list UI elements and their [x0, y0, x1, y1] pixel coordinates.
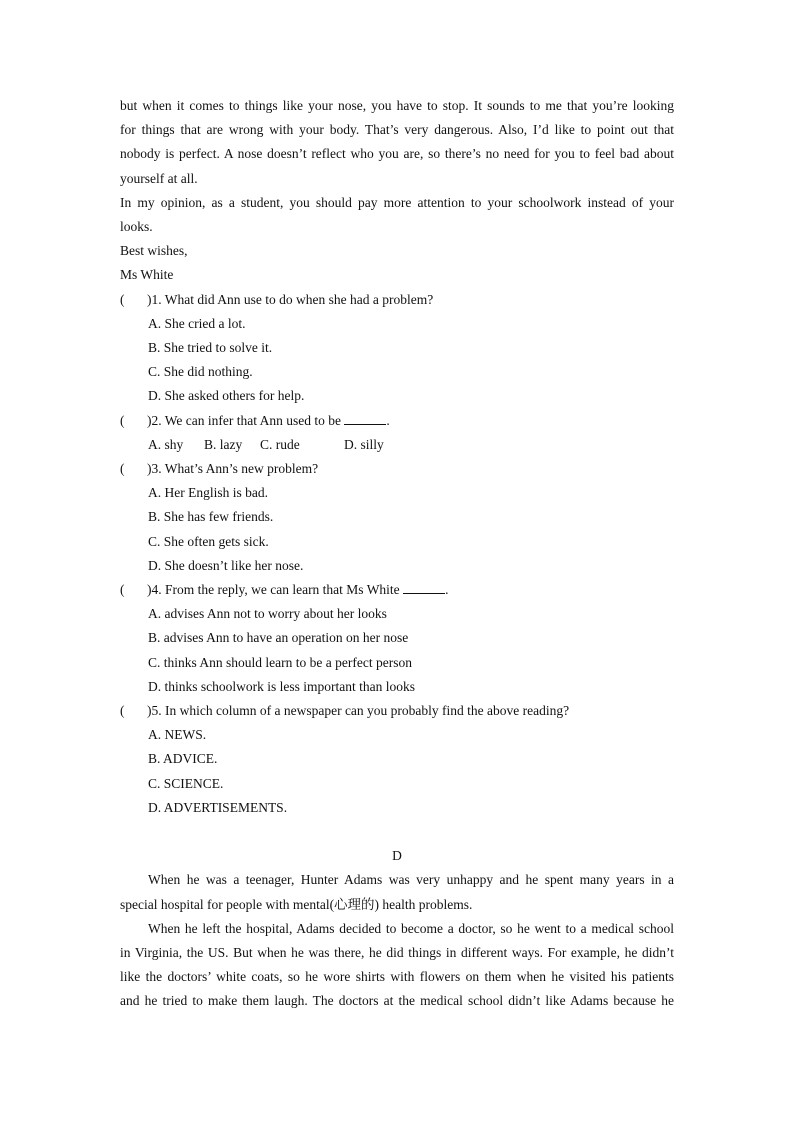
question-tail: .	[445, 582, 449, 598]
option-a: A. advises Ann not to worry about her looks	[148, 606, 387, 622]
option-b: B. lazy	[204, 436, 243, 452]
question-5	[120, 699, 674, 820]
text-line: In my opinion, as a student, you should pay more attention to your schoolwork instead of your	[120, 194, 674, 210]
question-stem	[120, 699, 674, 723]
question-stem	[120, 457, 674, 481]
answer-bracket-open[interactable]: (	[120, 291, 125, 307]
text-line: looks.	[120, 219, 153, 235]
inline-options	[120, 433, 674, 457]
question-stem	[120, 409, 674, 433]
question-text: )1. What did Ann use to do when she had a problem?	[147, 291, 434, 307]
option-b: B. She tried to solve it.	[148, 340, 273, 356]
question-3	[120, 457, 674, 578]
question-1	[120, 288, 674, 409]
option-d: D. silly	[344, 436, 384, 452]
option-b: B. ADVICE.	[148, 751, 218, 767]
option-a: A. NEWS.	[148, 727, 207, 743]
answer-bracket-open[interactable]: (	[120, 703, 125, 719]
option-a: A. shy	[148, 436, 184, 452]
question-stem	[120, 578, 674, 602]
document-page	[120, 94, 674, 1014]
answer-blank[interactable]	[344, 412, 386, 425]
text-line: in Virginia, the US. But when he was there, he did things in different ways. For example, he didn’t	[120, 944, 674, 960]
answer-bracket-open[interactable]: (	[120, 461, 125, 477]
option-d: D. She doesn’t like her nose.	[148, 557, 304, 573]
option-a: A. Her English is bad.	[148, 485, 268, 501]
option-c: C. SCIENCE.	[148, 775, 224, 791]
option-d: D. She asked others for help.	[148, 388, 305, 404]
question-text: )2. We can infer that Ann used to be	[147, 412, 341, 428]
section-d-paragraph-2	[120, 917, 674, 1014]
text-line: yourself at all.	[120, 170, 198, 186]
letter-signature: Ms White	[120, 267, 174, 283]
option-d: D. ADVERTISEMENTS.	[148, 799, 288, 815]
question-text: )5. In which column of a newspaper can you probably find the above reading?	[147, 703, 570, 719]
text-line: for things that are wrong with your body. That’s very dangerous. Also, I’d like to point out that	[120, 122, 674, 138]
text-line: and he tried to make them laugh. The doctors at the medical school didn’t like Adams because he	[120, 993, 674, 1009]
option-c: C. She did nothing.	[148, 364, 253, 380]
option-c: C. rude	[260, 436, 300, 452]
answer-bracket-open[interactable]: (	[120, 412, 125, 428]
text-line: special hospital for people with mental(心理的) health problems.	[120, 896, 473, 912]
text-line: but when it comes to things like your nose, you have to stop. It sounds to me that you’re looking	[120, 98, 674, 113]
question-4	[120, 578, 674, 699]
text-line: When he left the hospital, Adams decided to become a doctor, so he went to a medical school	[148, 920, 674, 936]
question-stem	[120, 288, 674, 312]
letter-paragraph-1	[120, 94, 674, 191]
option-a: A. She cried a lot.	[148, 315, 246, 331]
option-c: C. thinks Ann should learn to be a perfect person	[148, 654, 412, 670]
question-text: )3. What’s Ann’s new problem?	[147, 461, 319, 477]
question-2	[120, 409, 674, 457]
option-b: B. She has few friends.	[148, 509, 274, 525]
section-title: D	[392, 848, 402, 864]
text-line: nobody is perfect. A nose doesn’t reflect who you are, so there’s no need for you to feel bad about	[120, 146, 674, 162]
answer-blank[interactable]	[403, 581, 445, 594]
option-d: D. thinks schoolwork is less important than looks	[148, 678, 415, 694]
option-c: C. She often gets sick.	[148, 533, 269, 549]
question-tail: .	[386, 412, 390, 428]
answer-bracket-open[interactable]: (	[120, 582, 125, 598]
text-line: like the doctors’ white coats, so he wore shirts with flowers on them when he visited his patients	[120, 969, 674, 985]
option-b: B. advises Ann to have an operation on her nose	[148, 630, 409, 646]
text-line: When he was a teenager, Hunter Adams was very unhappy and he spent many years in a	[148, 872, 674, 888]
question-text: )4. From the reply, we can learn that Ms White	[147, 582, 400, 598]
letter-paragraph-2	[120, 191, 674, 239]
letter-closing: Best wishes,	[120, 243, 188, 259]
section-d-paragraph-1	[120, 868, 674, 916]
